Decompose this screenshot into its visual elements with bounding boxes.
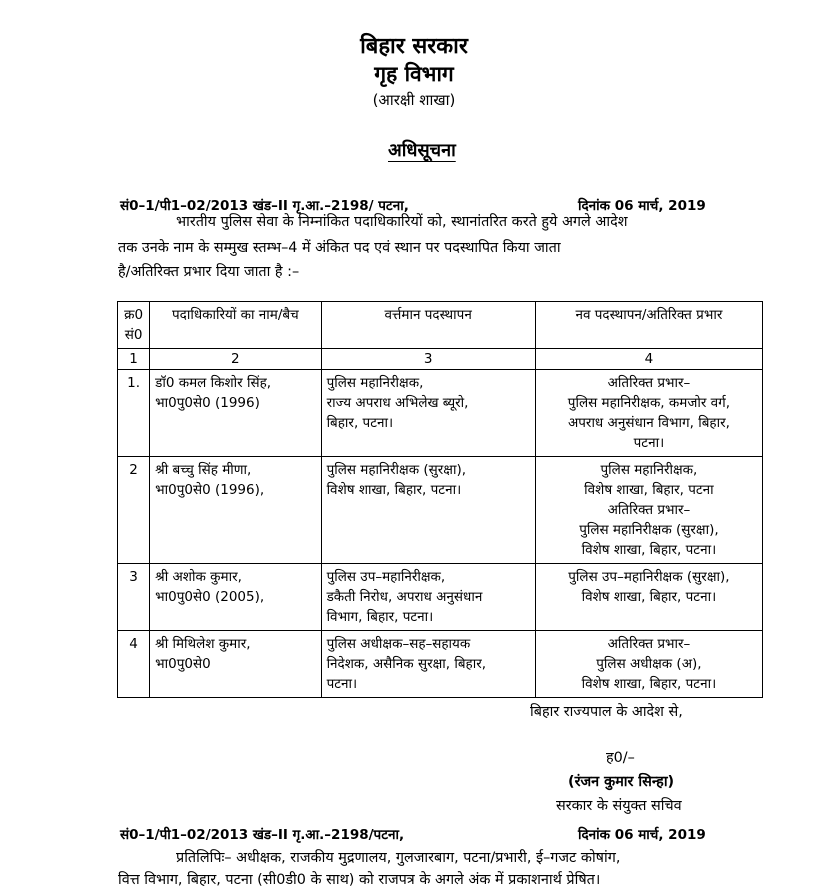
row-name	[150, 631, 321, 698]
row-name	[150, 457, 321, 564]
batch-line: भा0पु0से0	[155, 656, 211, 672]
batch-line: भा0पु0से0 (1996)	[155, 395, 260, 411]
new-line: पटना।	[633, 435, 665, 451]
current-line: राज्य अपराध अभिलेख ब्यूरो,	[326, 395, 469, 411]
header-sno: क्र0 सं0	[118, 302, 150, 349]
column-number: 2	[150, 349, 321, 370]
name-line: श्री मिथिलेश कुमार,	[155, 636, 251, 652]
posting-table	[117, 301, 763, 698]
reference-number: सं0–1/पी1–02/2013 खंड–II गृ.आ.–2198/ पटना,	[120, 198, 409, 214]
column-number: 4	[535, 349, 762, 370]
copy-line-1: प्रतिलिपिः– अधीक्षक, राजकीय मुद्रणालय, गुलजारबाग, पटना/प्रभारी, ई–गजट कोषांग,	[176, 850, 621, 866]
new-line: अतिरिक्त प्रभार–	[607, 375, 691, 391]
table-row	[118, 370, 763, 457]
column-number: 1	[118, 349, 150, 370]
header-name: पदाधिकारियों का नाम/बैच	[150, 302, 321, 349]
current-line: विभाग, बिहार, पटना।	[326, 609, 434, 625]
row-current-posting	[321, 631, 535, 698]
batch-line: भा0पु0से0 (2005),	[155, 589, 265, 605]
current-line: निदेशक, असैनिक सुरक्षा, बिहार,	[326, 656, 487, 672]
header-current: वर्त्तमान पदस्थापन	[321, 302, 535, 349]
new-line: अतिरिक्त प्रभार–	[607, 636, 691, 652]
order-line: बिहार राज्यपाल के आदेश से,	[530, 704, 683, 720]
new-line: पुलिस महानिरीक्षक,	[600, 462, 698, 478]
header-line-1: बिहार सरकार	[360, 34, 468, 59]
current-line: पटना।	[326, 676, 358, 692]
reference2-number: सं0–1/पी1–02/2013 खंड–II गृ.आ.–2198/पटना,	[120, 827, 405, 843]
current-line: पुलिस अधीक्षक–सह–सहायक	[326, 636, 471, 652]
new-line: पुलिस महानिरीक्षक, कमजोर वर्ग,	[567, 395, 731, 411]
column-number: 3	[321, 349, 535, 370]
current-line: पुलिस महानिरीक्षक (सुरक्षा),	[326, 462, 467, 478]
row-sno: 1.	[118, 370, 150, 457]
intro-line-1: भारतीय पुलिस सेवा के निम्नांकित पदाधिकारियों को, स्थानांतरित करते हुये अगले आदेश	[176, 214, 628, 230]
current-line: बिहार, पटना।	[326, 415, 394, 431]
table-row	[118, 631, 763, 698]
intro-line-2: तक उनके नाम के सम्मुख स्तम्भ–4 में अंकित पद एवं स्थान पर पदस्थापित किया जाता	[118, 240, 561, 256]
row-sno: 4	[118, 631, 150, 698]
current-line: पुलिस उप–महानिरीक्षक,	[326, 569, 446, 585]
new-line: विशेष शाखा, बिहार, पटना	[584, 482, 714, 498]
signatory-designation: सरकार के संयुक्त सचिव	[556, 798, 682, 814]
row-name	[150, 564, 321, 631]
header-line-2: गृह विभाग	[374, 62, 454, 86]
row-sno: 3	[118, 564, 150, 631]
row-current-posting	[321, 370, 535, 457]
copy-line-2: वित्त विभाग, बिहार, पटना (सी0डी0 के साथ) को राजपत्र के अगले अंक में प्रकाशनार्थ प्रेषित।	[118, 872, 601, 888]
new-line: विशेष शाखा, बिहार, पटना।	[581, 676, 717, 692]
new-line: पुलिस महानिरीक्षक (सुरक्षा),	[579, 522, 719, 538]
reference2-date: दिनांक 06 मार्च, 2019	[578, 827, 706, 843]
table-row	[118, 457, 763, 564]
new-line: अपराध अनुसंधान विभाग, बिहार,	[567, 415, 730, 431]
row-new-posting	[535, 457, 762, 564]
current-line: पुलिस महानिरीक्षक,	[326, 375, 424, 391]
reference-date: दिनांक 06 मार्च, 2019	[578, 198, 706, 214]
name-line: श्री अशोक कुमार,	[155, 569, 242, 585]
batch-line: भा0पु0से0 (1996),	[155, 482, 265, 498]
notice-title: अधिसूचना	[388, 140, 456, 161]
name-line: श्री बच्चु सिंह मीणा,	[155, 462, 252, 478]
row-sno: 2	[118, 457, 150, 564]
signature-mark: ह0/–	[606, 750, 635, 766]
table-header-row	[118, 302, 763, 349]
signatory-name: (रंजन कुमार सिन्हा)	[568, 774, 675, 790]
new-line: अतिरिक्त प्रभार–	[607, 502, 691, 518]
header-line-3: (आरक्षी शाखा)	[372, 91, 456, 109]
row-name	[150, 370, 321, 457]
table-row	[118, 564, 763, 631]
header-new: नव पदस्थापन/अतिरिक्त प्रभार	[535, 302, 762, 349]
name-line: डॉ0 कमल किशोर सिंह,	[155, 375, 272, 391]
current-line: विशेष शाखा, बिहार, पटना।	[326, 482, 462, 498]
row-new-posting	[535, 564, 762, 631]
new-line: पुलिस उप–महानिरीक्षक (सुरक्षा),	[568, 569, 730, 585]
row-new-posting	[535, 631, 762, 698]
current-line: डकैती निरोध, अपराध अनुसंधान	[326, 589, 483, 605]
new-line: विशेष शाखा, बिहार, पटना।	[581, 589, 717, 605]
new-line: पुलिस अधीक्षक (अ),	[596, 656, 702, 672]
row-new-posting	[535, 370, 762, 457]
intro-line-3: है/अतिरिक्त प्रभार दिया जाता है :–	[118, 264, 300, 280]
row-current-posting	[321, 564, 535, 631]
new-line: विशेष शाखा, बिहार, पटना।	[581, 542, 717, 558]
row-current-posting	[321, 457, 535, 564]
table-column-number-row	[118, 349, 763, 370]
